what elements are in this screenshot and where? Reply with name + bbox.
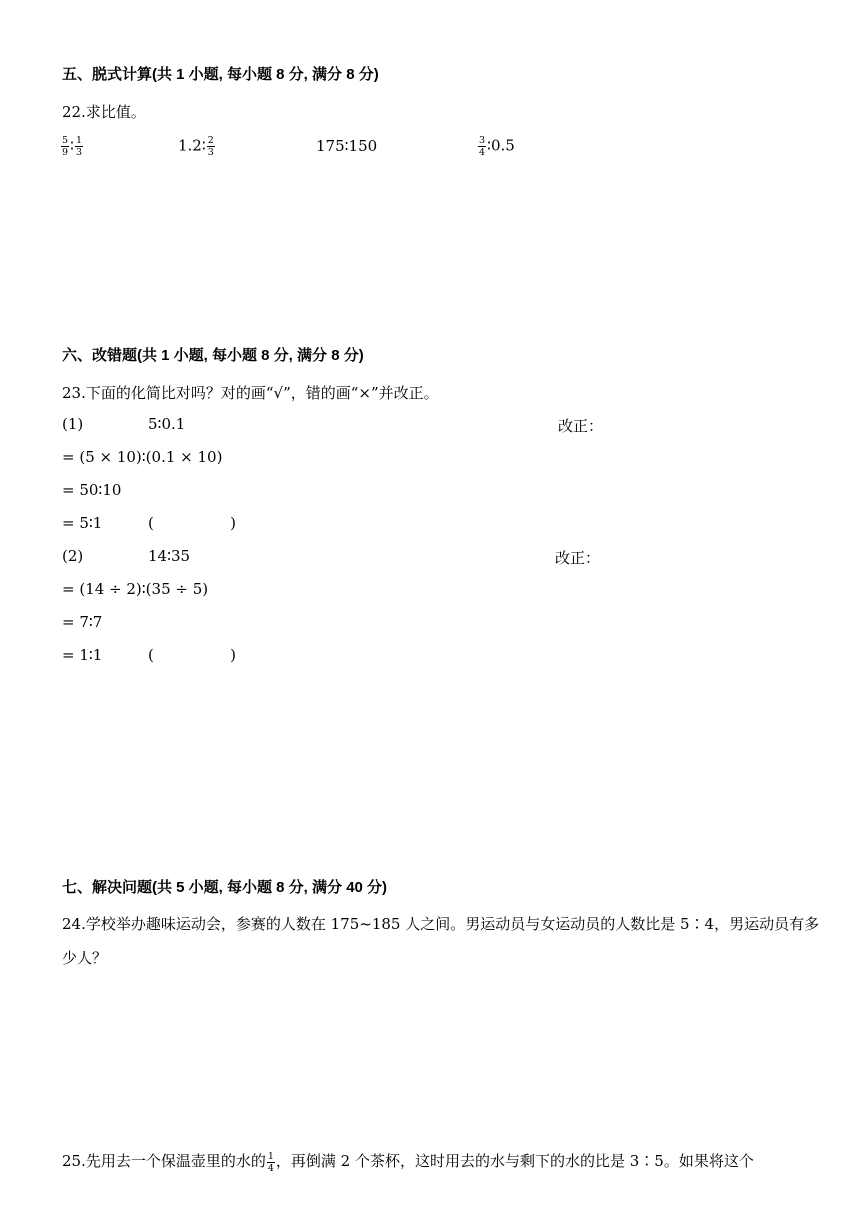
part-2-expression: 14∶35 [148,547,191,565]
question-24-text: 24.学校举办趣味运动会，参赛的人数在 175~185 人之间。男运动员与女运动员的人数比是 5∶4，男运动员有多少人？ [62,915,820,967]
part-2-answer-blank[interactable]: ( ) [148,646,236,664]
part-1-step-1: = (5 × 10)∶(0.1 × 10) [62,448,223,466]
part-1-label: (1) [62,415,84,433]
fraction: $\frac{1}{3}$ [75,135,82,158]
fraction: $\frac{3}{4}$ [479,135,486,158]
question-23-prompt: 23.下面的化简比对吗？对的画“√”，错的画“×”并改正。 [62,384,439,402]
section-5-heading: 五、脱式计算(共 1 小题, 每小题 8 分, 满分 8 分) [62,66,379,83]
ratio-item-4: $\frac{3}{4}$ ∶0.5 [479,135,515,158]
section-7-heading: 七、解决问题(共 5 小题, 每小题 8 分, 满分 40 分) [62,879,388,896]
part-1-expression: 5∶0.1 [148,415,186,433]
part-1-answer-blank[interactable]: ( ) [148,514,236,532]
fraction: $\frac{1}{4}$ [267,1150,274,1174]
question-25-text: 25.先用去一个保温壶里的水的 $\frac{1}{4}$ ，再倒满 2 个茶杯，这时用去的水与剩下的水的比是 3∶5。如果将这个 [62,1150,754,1174]
part-2-correction-label: 改正： [555,549,601,567]
ratio-item-3: 175∶150 [316,137,378,155]
part-1-step-3: = 5∶1 [62,514,103,532]
ratio-item-2: 1.2∶ $\frac{2}{3}$ [178,135,214,158]
part-1-step-2: = 50∶10 [62,481,122,499]
fraction: $\frac{2}{3}$ [207,135,214,158]
part-2-label: (2) [62,547,84,565]
part-2-step-3: = 1∶1 [62,646,103,664]
question-22-prompt: 22.求比值。 [62,103,146,121]
part-1-correction-label: 改正： [558,417,604,435]
part-2-step-2: = 7∶7 [62,613,103,631]
part-2-step-1: = (14 ÷ 2)∶(35 ÷ 5) [62,580,209,598]
fraction: $\frac{5}{9}$ [62,135,69,158]
section-6-heading: 六、改错题(共 1 小题, 每小题 8 分, 满分 8 分) [62,347,364,364]
ratio-item-1: $\frac{5}{9}$ ∶ $\frac{1}{3}$ [62,135,82,158]
